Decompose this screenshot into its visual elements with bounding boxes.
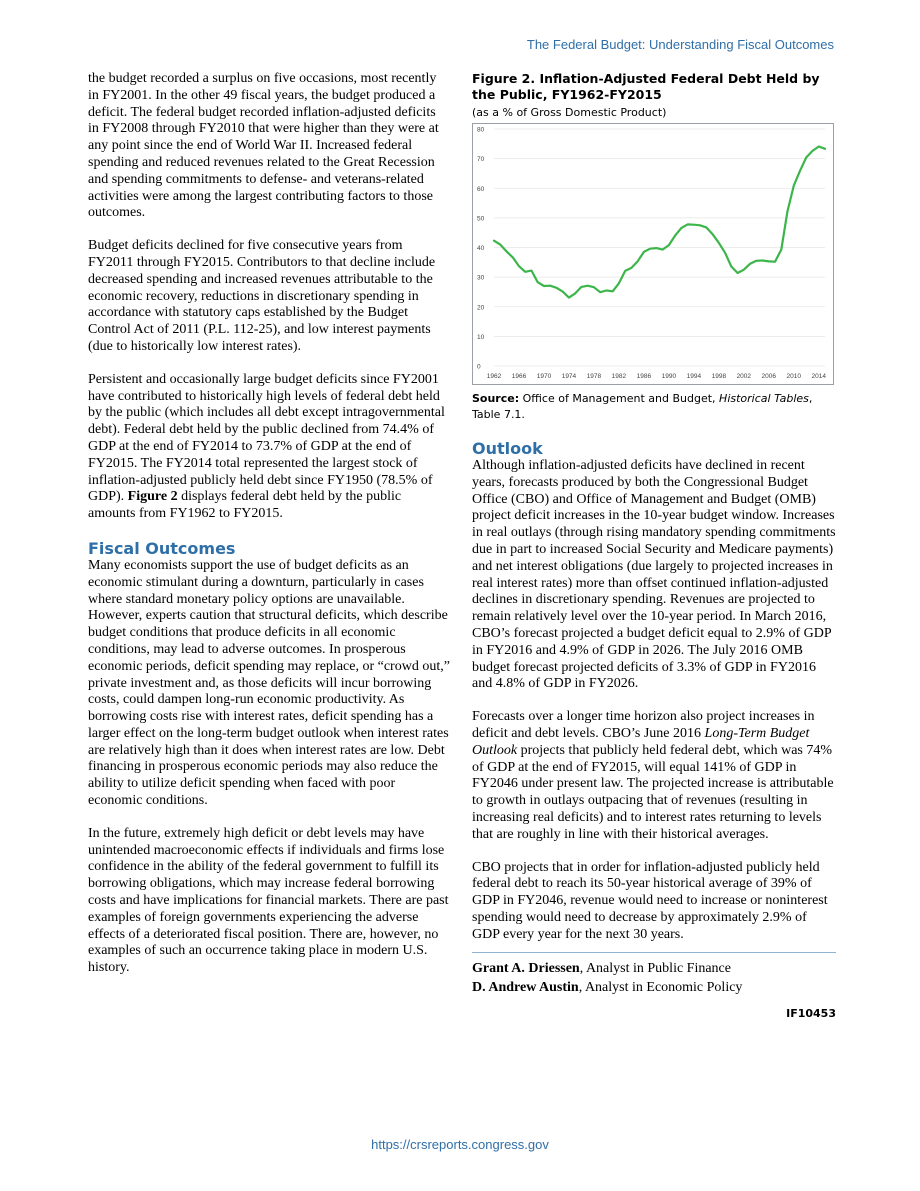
left-column bbox=[88, 71, 450, 993]
x-tick-label-1962: 1962 bbox=[486, 373, 502, 380]
x-tick-label-2010: 2010 bbox=[786, 373, 802, 380]
paragraph-debt-levels-text: Persistent and occasionally large budget deficits since FY2001 have contributed to historically high levels of federal debt held by the public (which includes all debt except intragovernmental debt). Federal debt held by the public declined from 74.4% of GDP at the end of FY2014 to 73.7% of GDP at the end of FY2015. The FY2014 total represented the largest stock of inflation-adjusted publicly held debt since FY1950 (78.5% of GDP). bbox=[88, 371, 445, 505]
right-column bbox=[472, 71, 836, 1020]
x-tick-label-1986: 1986 bbox=[636, 373, 652, 380]
y-tick-label-30: 30 bbox=[477, 274, 485, 282]
paragraph-fiscal-outcomes: Many economists support the use of budget deficits as an economic stimulant during a downturn, particularly in cases where standard monetary policy options are unavailable. However, experts caution that structural deficits, which describe budget conditions that produce deficits in all economic conditions, may lead to adverse outcomes. In prosperous economic periods, deficit spending may replace, or “crowd out,” private investment and, as those deficits will incur borrowing costs, could dampen long-run economic productivity. As borrowing costs rise with interest rates, deficit spending has a larger effect on the long-term budget outlook when interest rates are relatively high than it does when interest rates are low. Debt financing in prosperous economic periods may also reduce the ability to utilize deficit spending when faced with poor economic conditions. bbox=[88, 557, 450, 809]
x-tick-label-1970: 1970 bbox=[536, 373, 552, 380]
x-tick-label-1998: 1998 bbox=[711, 373, 727, 380]
author-1-name: Grant A. Driessen bbox=[472, 960, 580, 976]
x-tick-label-1982: 1982 bbox=[611, 373, 627, 380]
heading-fiscal-outcomes: Fiscal Outcomes bbox=[88, 538, 236, 558]
x-tick-label-2006: 2006 bbox=[761, 373, 777, 380]
footer-url[interactable]: https://crsreports.congress.gov bbox=[371, 1137, 549, 1152]
paragraph-debt-levels-tail: displays federal debt held by the public amounts from FY1962 to FY2015. bbox=[88, 489, 402, 522]
figure-source bbox=[472, 391, 836, 423]
y-tick-label-50: 50 bbox=[477, 215, 485, 223]
running-header: The Federal Budget: Understanding Fiscal Outcomes bbox=[526, 37, 834, 52]
y-tick-label-10: 10 bbox=[477, 333, 485, 341]
author-1-role: , Analyst in Public Finance bbox=[579, 960, 731, 976]
author-separator bbox=[472, 952, 836, 953]
source-table: , Table 7.1. bbox=[472, 392, 813, 421]
debt-chart-svg bbox=[473, 124, 833, 384]
figure-title: Figure 2. Inflation-Adjusted Federal Debt Held by the Public, FY1962-FY2015 bbox=[472, 71, 820, 102]
x-tick-label-1966: 1966 bbox=[511, 373, 527, 380]
long-term-budget-outlook-title: Long-Term Budget Outlook bbox=[472, 725, 810, 758]
source-text: Office of Management and Budget, bbox=[519, 392, 720, 405]
x-tick-label-2002: 2002 bbox=[736, 373, 752, 380]
paragraph-surplus-history: the budget recorded a surplus on five occasions, most recently in FY2001. In the other 49 fiscal years, the budget produced a deficit. The federal budget recorded inflation-adjusted deficits in FY2008 through FY2010 that were higher than they were at any point since the end of World War II. Increased federal spending and reduced revenues related to the Great Recession and spending commitments to defense- and veterans-related activities were among the largest contributing factors to those outcomes. bbox=[88, 71, 439, 221]
source-label: Source: bbox=[472, 392, 520, 405]
source-title: Historical Tables bbox=[719, 392, 809, 405]
y-tick-label-80: 80 bbox=[477, 126, 485, 134]
paragraph-debt-levels bbox=[88, 372, 450, 523]
author-2-name: D. Andrew Austin bbox=[472, 979, 579, 995]
paragraph-cbo-projection: CBO projects that in order for inflation-adjusted publicly held federal debt to reach its 50-year historical average of 39% of GDP in FY2046, revenue would need to increase or noninterest spending would need to decrease by approximately 2.9% of GDP every year for the next 30 years. bbox=[472, 859, 828, 942]
x-tick-label-1974: 1974 bbox=[561, 373, 577, 380]
debt-chart bbox=[472, 123, 834, 385]
paragraph-deficit-decline: Budget deficits declined for five consecutive years from FY2011 through FY2015. Contributors to that decline include decreased spending and increased revenues attributable to the economic recovery, reductions in discretionary spending in accordance with statutory caps established by the Budget Control Act of 2011 (P.L. 112-25), and low interest payments (due to historically low interest rates). bbox=[88, 238, 436, 354]
x-tick-label-1978: 1978 bbox=[586, 373, 602, 380]
paragraph-long-term-text: Forecasts over a longer time horizon also project increases in deficit and debt levels. CBO’s June 2016 bbox=[472, 709, 815, 741]
figure-subtitle: (as a % of Gross Domestic Product) bbox=[472, 106, 667, 119]
y-tick-label-20: 20 bbox=[477, 304, 485, 312]
y-tick-label-70: 70 bbox=[477, 156, 485, 164]
y-tick-label-60: 60 bbox=[477, 185, 485, 193]
paragraph-long-term-tail: projects that publicly held federal debt, which was 74% of GDP at the end of FY2015, will equal 141% of GDP in FY2046 under present law. The projected increase is attributable to growth in outlays outpacing that of revenues (resulting in increasing real deficits) and to interest rates returning to levels that are roughly in line with their historical averages. bbox=[472, 742, 834, 842]
y-tick-label-0: 0 bbox=[477, 363, 481, 371]
series-line-0 bbox=[494, 147, 825, 298]
paragraph-long-term bbox=[472, 709, 836, 843]
author-2-role: , Analyst in Economic Policy bbox=[578, 979, 743, 995]
x-tick-label-1994: 1994 bbox=[686, 373, 702, 380]
y-tick-label-40: 40 bbox=[477, 245, 485, 252]
paragraph-outlook: Although inflation-adjusted deficits have declined in recent years, forecasts produced by both the Congressional Budget Office (CBO) and Office of Management and Budget (OMB) project deficit increases in the 10-year budget window. Increases in real outlays (through rising mandatory spending commitments due in part to increased Social Security and Medicare payments) and net interest obligations (due largely to projected increases in real interest rates) more than offset continued inflation-adjusted declines in discretionary spending. Revenues are projected to remain relatively level over the 10-year period. In March 2016, CBO’s forecast projected a budget deficit equal to 2.9% of GDP in FY2016 and 4.9% of GDP in 2026. The July 2016 OMB budget forecast projected deficits of 3.3% of GDP in FY2016 and 4.8% of GDP in FY2026. bbox=[472, 458, 836, 692]
author-1 bbox=[472, 959, 836, 978]
document-id: IF10453 bbox=[786, 1006, 836, 1020]
author-2 bbox=[472, 978, 836, 997]
figure-2-reference: Figure 2 bbox=[127, 489, 178, 505]
paragraph-macro-effects: In the future, extremely high deficit or debt levels may have unintended macroeconomic effects if individuals and firms lose confidence in the ability of the federal government to fulfill its borrowing obligations, which may increase federal borrowing costs and have implications for financial markets. There are past examples of foreign governments experiencing the adverse effects of a deteriorated fiscal position. There are, however, no examples of such an occurrence taking place in modern U.S. history. bbox=[88, 825, 449, 976]
x-tick-label-2014: 2014 bbox=[811, 373, 826, 380]
x-tick-label-1990: 1990 bbox=[661, 373, 677, 380]
heading-outlook: Outlook bbox=[472, 439, 543, 458]
